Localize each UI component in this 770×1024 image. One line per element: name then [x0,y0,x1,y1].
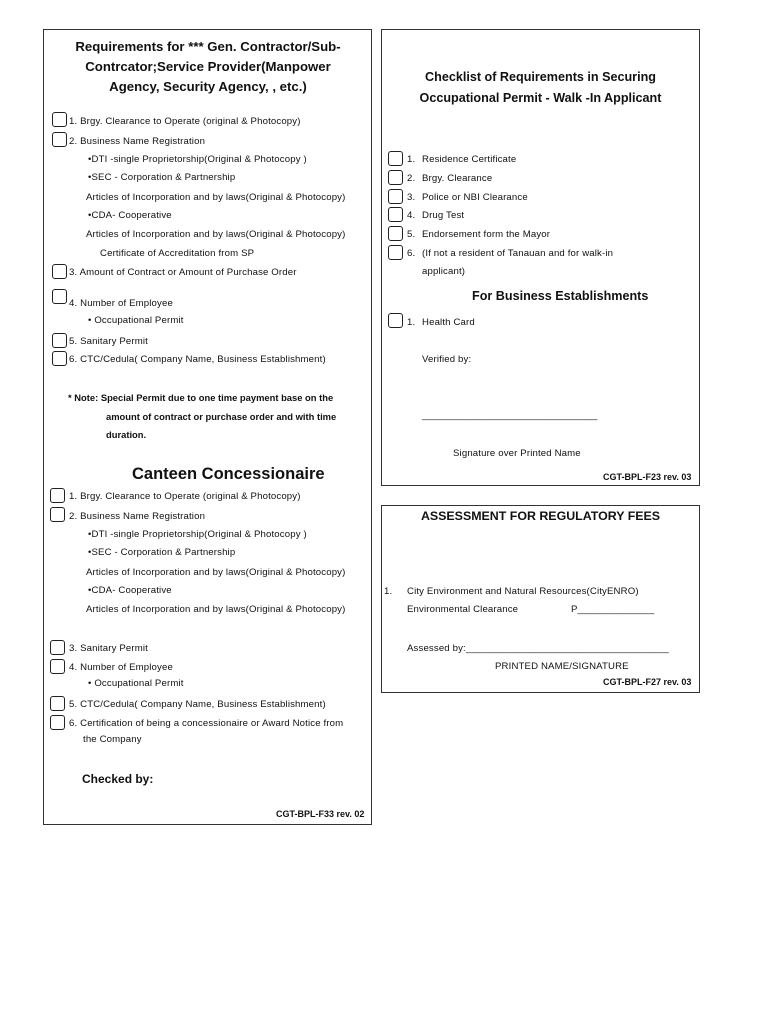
left-occupational-permit: • Occupational Permit [88,315,184,326]
left-aoi-1: Articles of Incorporation and by laws(Original & Photocopy) [86,192,346,203]
checkbox-left-4[interactable] [52,289,67,304]
canteen-item-5: 5. CTC/Cedula( Company Name, Business Establishment) [69,699,326,710]
canteen-aoi-1: Articles of Incorporation and by laws(Original & Photocopy) [86,567,346,578]
canteen-item-3: 3. Sanitary Permit [69,643,148,654]
printed-name-signature: PRINTED NAME/SIGNATURE [495,661,629,672]
canteen-cda: •CDA- Cooperative [88,585,172,596]
checkbox-left-6[interactable] [52,351,67,366]
cityenro-line: City Environment and Natural Resources(CityENRO) [407,586,639,597]
checkbox-canteen-5[interactable] [50,696,65,711]
walkin-item-1: Residence Certificate [422,154,517,165]
checkbox-left-5[interactable] [52,333,67,348]
checkbox-walkin-4[interactable] [388,207,403,222]
health-card-num: 1. [407,317,416,328]
walkin-num-3: 3. [407,192,416,203]
walkin-item-4: Drug Test [422,210,465,221]
assessment-title: ASSESSMENT FOR REGULATORY FEES [420,509,661,523]
assessment-num-1: 1. [384,586,393,597]
checkbox-canteen-3[interactable] [50,640,65,655]
walkin-num-5: 5. [407,229,416,240]
left-item-6: 6. CTC/Cedula( Company Name, Business Establishment) [69,354,326,365]
verified-by-label: Verified by: [422,354,472,365]
environmental-clearance-amount: P______________ [571,604,655,615]
walkin-item-2: Brgy. Clearance [422,173,493,184]
checkbox-health-card[interactable] [388,313,403,328]
signature-line: ________________________________ [422,410,598,421]
canteen-sec: •SEC - Corporation & Partnership [88,547,236,558]
left-item-4: 4. Number of Employee [69,298,173,309]
walkin-num-4: 4. [407,210,416,221]
walkin-item-3: Police or NBI Clearance [422,192,528,203]
assessed-by-line: Assessed by:_____________________________________ [407,643,669,654]
left-sec: •SEC - Corporation & Partnership [88,172,236,183]
canteen-item-4: 4. Number of Employee [69,662,173,673]
environmental-clearance-label: Environmental Clearance [407,604,519,615]
left-dti: •DTI -single Proprietorship(Original & Photocopy ) [88,154,307,165]
canteen-item-1: 1. Brgy. Clearance to Operate (original & Photocopy) [69,491,301,502]
checkbox-walkin-1[interactable] [388,151,403,166]
signature-label: Signature over Printed Name [453,448,581,459]
walkin-num-6: 6. [407,248,416,259]
walkin-item-6: (If not a resident of Tanauan and for walk-in [422,248,614,259]
checkbox-canteen-2[interactable] [50,507,65,522]
left-panel-title: Requirements for *** Gen. Contractor/Sub-Contrcator;Service Provider(Manpower Agency, Security Agency, , etc.) [75,39,341,94]
checkbox-canteen-6[interactable] [50,715,65,730]
assessment-form-code: CGT-BPL-F27 rev. 03 [603,677,692,687]
left-cert-accreditation: Certificate of Accreditation from SP [100,248,255,259]
note-line-3: duration. [106,429,147,440]
canteen-occupational-permit: • Occupational Permit [88,678,184,689]
walkin-item-6-cont: applicant) [422,266,466,277]
left-item-1: 1. Brgy. Clearance to Operate (original & Photocopy) [69,116,301,127]
walkin-num-2: 2. [407,173,416,184]
canteen-dti: •DTI -single Proprietorship(Original & Photocopy ) [88,529,307,540]
canteen-aoi-2: Articles of Incorporation and by laws(Original & Photocopy) [86,604,346,615]
left-aoi-2: Articles of Incorporation and by laws(Original & Photocopy) [86,229,346,240]
checkbox-walkin-3[interactable] [388,189,403,204]
left-item-5: 5. Sanitary Permit [69,336,148,347]
walkin-num-1: 1. [407,154,416,165]
checklist-title-line-2: Occupational Permit - Walk -In Applicant [419,91,662,105]
canteen-item-2: 2. Business Name Registration [69,511,206,522]
health-card-item: Health Card [422,317,475,328]
checkbox-canteen-4[interactable] [50,659,65,674]
checkbox-walkin-6[interactable] [388,245,403,260]
checked-by-label: Checked by: [82,772,154,786]
checklist-form-code: CGT-BPL-F23 rev. 03 [603,472,692,482]
checkbox-left-1[interactable] [52,112,67,127]
note-line-1: * Note: Special Permit due to one time payment base on the [68,392,334,403]
left-item-3: 3. Amount of Contract or Amount of Purchase Order [69,267,297,278]
canteen-item-6: 6. Certification of being a concessionaire or Award Notice from [69,718,344,729]
checkbox-left-3[interactable] [52,264,67,279]
canteen-title: Canteen Concessionaire [132,465,325,483]
business-establishments-title: For Business Establishments [472,289,649,303]
checkbox-walkin-2[interactable] [388,170,403,185]
note-line-2: amount of contract or purchase order and with time [106,411,337,422]
canteen-item-6-cont: the Company [83,734,142,745]
left-item-2: 2. Business Name Registration [69,136,206,147]
checkbox-walkin-5[interactable] [388,226,403,241]
checkbox-canteen-1[interactable] [50,488,65,503]
checkbox-left-2[interactable] [52,132,67,147]
left-cda: •CDA- Cooperative [88,210,172,221]
checklist-title-line-1: Checklist of Requirements in Securing [425,70,656,84]
walkin-item-5: Endorsement form the Mayor [422,229,551,240]
left-form-code: CGT-BPL-F33 rev. 02 [276,809,365,819]
